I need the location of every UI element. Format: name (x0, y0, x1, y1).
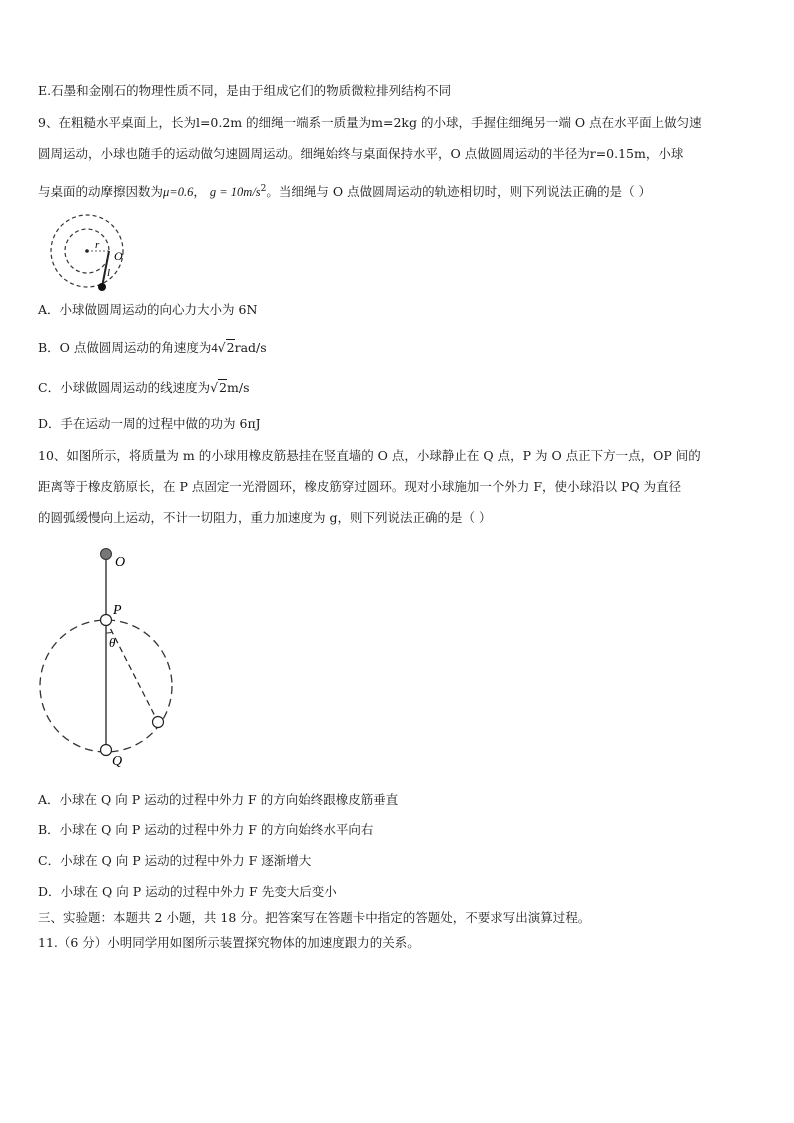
q11-text: 11.（6 分）小明同学用如图所示装置探究物体的加速度跟力的关系。 (38, 935, 420, 950)
label-q: Q (112, 754, 123, 769)
g-value: g = 10m/s (209, 185, 261, 199)
q9-option-b-text: B．O 点做圆周运动的角速度为 (38, 340, 212, 355)
q10-line-2: 距离等于橡皮筋原长，在 P 点固定一光滑圆环，橡皮筋穿过圆环。现对小球施加一个外力 F，使小球沿以 PQ 为直径 (38, 479, 682, 494)
c-radicand: 2 (219, 380, 227, 395)
q9-line-1: 9、在粗糙水平桌面上，长为l=0.2m 的细绳一端系一质量为m=2kg 的小球，手握住细绳另一端 O 点在水平面上做匀速 (38, 115, 702, 130)
c-unit: m/s (227, 380, 250, 395)
section-3-heading: 三、实验题：本题共 2 小题，共 18 分。把答案写在答题卡中指定的答题处，不要求写出演算过程。 (38, 910, 591, 925)
option-e-text: E.石墨和金刚石的物理性质不同，是由于组成它们的物质微粒排列结构不同 (38, 83, 452, 98)
sqrt-sign: √ (217, 340, 226, 355)
label-p: P (113, 603, 122, 618)
q9-line-2: 圆周运动，小球也随手的运动做匀速圆周运动。细绳始终与桌面保持水平，O 点做圆周运动的半径为r=0.15m，小球 (38, 146, 684, 161)
q9-option-b (38, 340, 267, 356)
label-o: O (115, 555, 126, 570)
g-exponent: 2 (260, 184, 267, 194)
b-coef: 4 (211, 341, 218, 355)
q10-rubber-band-figure (30, 540, 180, 772)
b-unit: rad/s (234, 340, 267, 355)
q9-line-3 (38, 181, 651, 200)
comma: ， (193, 184, 206, 199)
q10-line-3: 的圆弧缓慢向上运动，不计一切阻力，重力加速度为 g，则下列说法正确的是（ ） (38, 510, 492, 525)
sqrt-sign: √ (210, 380, 219, 395)
q9-circular-motion-figure (40, 212, 140, 296)
q9-option-c-text: C．小球做圆周运动的线速度为 (38, 380, 211, 395)
label-l: l (107, 267, 111, 279)
q9-line-3-start: 与桌面的动摩擦因数为 (38, 184, 164, 199)
q9-option-c (38, 380, 249, 396)
q10-option-c: C．小球在 Q 向 P 运动的过程中外力 F 逐渐增大 (38, 853, 312, 868)
mu-value: μ=0.6 (163, 185, 194, 199)
q9-option-d: D．手在运动一周的过程中做的功为 6πJ (38, 416, 261, 431)
q10-option-b: B．小球在 Q 向 P 运动的过程中外力 F 的方向始终水平向右 (38, 822, 374, 837)
label-r: r (95, 239, 100, 251)
q10-option-a: A．小球在 Q 向 P 运动的过程中外力 F 的方向始终跟橡皮筋垂直 (38, 792, 399, 807)
label-o: O (114, 249, 123, 263)
label-theta: θ (109, 635, 116, 650)
q10-option-d: D．小球在 Q 向 P 运动的过程中外力 F 先变大后变小 (38, 884, 337, 899)
q9-line-3-end: 。当细绳与 O 点做圆周运动的轨迹相切时，则下列说法正确的是（ ） (266, 184, 652, 199)
q9-option-a: A．小球做圆周运动的向心力大小为 6N (38, 302, 258, 317)
q10-line-1: 10、如图所示，将质量为 m 的小球用橡皮筋悬挂在竖直墙的 O 点，小球静止在 Q 点，P 为 O 点正下方一点，OP 间的 (38, 448, 701, 463)
b-radicand: 2 (226, 340, 235, 355)
